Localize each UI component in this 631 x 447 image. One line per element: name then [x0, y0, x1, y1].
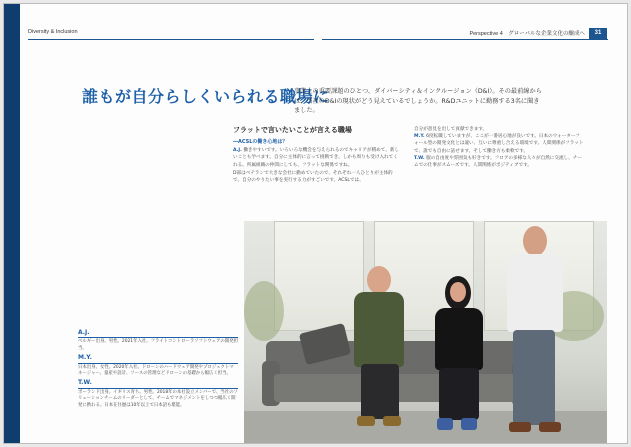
- header-perspective-label: Perspective 4 グローバルな企業文化の醸成へ: [469, 31, 585, 37]
- profile-item: [78, 355, 238, 377]
- body-column-left: [233, 126, 401, 184]
- person-shoe: [539, 422, 561, 432]
- speaker-initial: T.W.: [414, 155, 425, 161]
- group-photo: [244, 221, 607, 444]
- person-torso: [507, 254, 563, 332]
- person-head: [523, 226, 547, 256]
- speaker-initial: M.Y.: [414, 134, 425, 140]
- person-head: [367, 266, 391, 294]
- person-shoe: [383, 416, 401, 426]
- answer-text: 服の自由度や雰囲気も好きです。フロアの多様な人々が自然に交流し、チームでの仕事がスムーズです。人間関係がポジティブです。: [414, 155, 582, 169]
- profile-description: ベルギー出身。男性。2021年入社。フライトコントローラソフトウェアの開発担当。: [78, 339, 238, 351]
- body-column-right: [414, 126, 584, 169]
- person-face: [450, 282, 466, 302]
- background-plant: [244, 281, 284, 341]
- person-shoe: [509, 422, 531, 432]
- person-left: [349, 266, 409, 444]
- question-subtitle: ―ACSLの働き心地は？: [233, 139, 288, 145]
- profile-description: ポーランド出身。イギリス育ち。男性。2018年の本社設立メンバーで、当社のソリューションチームのリーダーとして、チームでマネジメントをしつつ幅広く開発に携わる。日本在住歴は10年以上で日本語も堪能。: [78, 389, 238, 408]
- answer-text: 働きやすいです。いろいろな機会を与えられるのでキャリアが積めて、新しいことも学べます。自分に主体的に言って挑戦でき、しかも周りも受け入れてくれる。所属組織の仲間にしても、フラットな関係ですね。: [233, 148, 400, 168]
- profile-list: [78, 327, 238, 409]
- person-legs: [513, 330, 555, 425]
- speaker-initial: A.J.: [233, 148, 242, 154]
- answer-paragraph: [414, 133, 584, 155]
- person-shoe: [437, 418, 453, 430]
- page-number: 31: [589, 28, 607, 39]
- profile-initial: A.J.: [78, 330, 238, 338]
- answer-paragraph: [414, 155, 584, 169]
- lead-paragraph: 事業上の重要課題のひとつ、ダイバーシティ＆インクルージョン（D&I）。その最前線からは、当社のD&Iの現状がどう見えているでしょうか。R&Dユニットに勤務する3名に聞きました。: [294, 88, 542, 114]
- header-rule-right: [322, 39, 608, 40]
- answer-text: 6度転職していますが、ここが一番居心地が良いです。日本のウォーターフォール型の開発文化とは違い、互いに尊重し合える環境です。人間関係がフラットで、誰でも自由に話せます。そして働き方も柔軟です。: [414, 134, 584, 154]
- person-legs: [361, 364, 399, 419]
- answer-text: D部はベテランで大きな会社に勤めていたので、それぞれ一人ひとりが主体的で、自分のやりたい事を実行する力がすごいです。ACSLでは、: [233, 170, 393, 184]
- profile-item: [78, 380, 238, 409]
- answer-paragraph: [233, 170, 401, 184]
- magazine-spread: [3, 3, 628, 444]
- profile-initial: M.Y.: [78, 355, 238, 363]
- profile-initial: T.W.: [78, 380, 238, 388]
- person-shoe: [461, 418, 477, 430]
- person-center: [429, 276, 489, 444]
- left-margin-band: [4, 4, 20, 443]
- person-torso: [354, 292, 404, 367]
- section-title: フラットで言いたいことが言える職場: [233, 126, 352, 134]
- person-right: [499, 226, 569, 441]
- header-section-label: Diversity & Inclusion: [28, 29, 78, 35]
- continued-text: 自分が意見を出して貢献できます。: [414, 127, 488, 132]
- profile-description: 日本出身。女性。2020年入社。ドローンのハードウェア開発やプロジェクトマネージャー。量産や設計、ソースの管理などドローンの基礎から幅広く担当。: [78, 364, 234, 377]
- person-torso: [435, 308, 483, 370]
- answer-paragraph: [233, 147, 401, 169]
- page-headline: 誰もが自分らしくいられる職場に: [82, 87, 330, 106]
- profile-item: [78, 330, 238, 352]
- header-rule-left: [28, 39, 314, 40]
- person-shoe: [357, 416, 375, 426]
- person-legs: [439, 368, 479, 420]
